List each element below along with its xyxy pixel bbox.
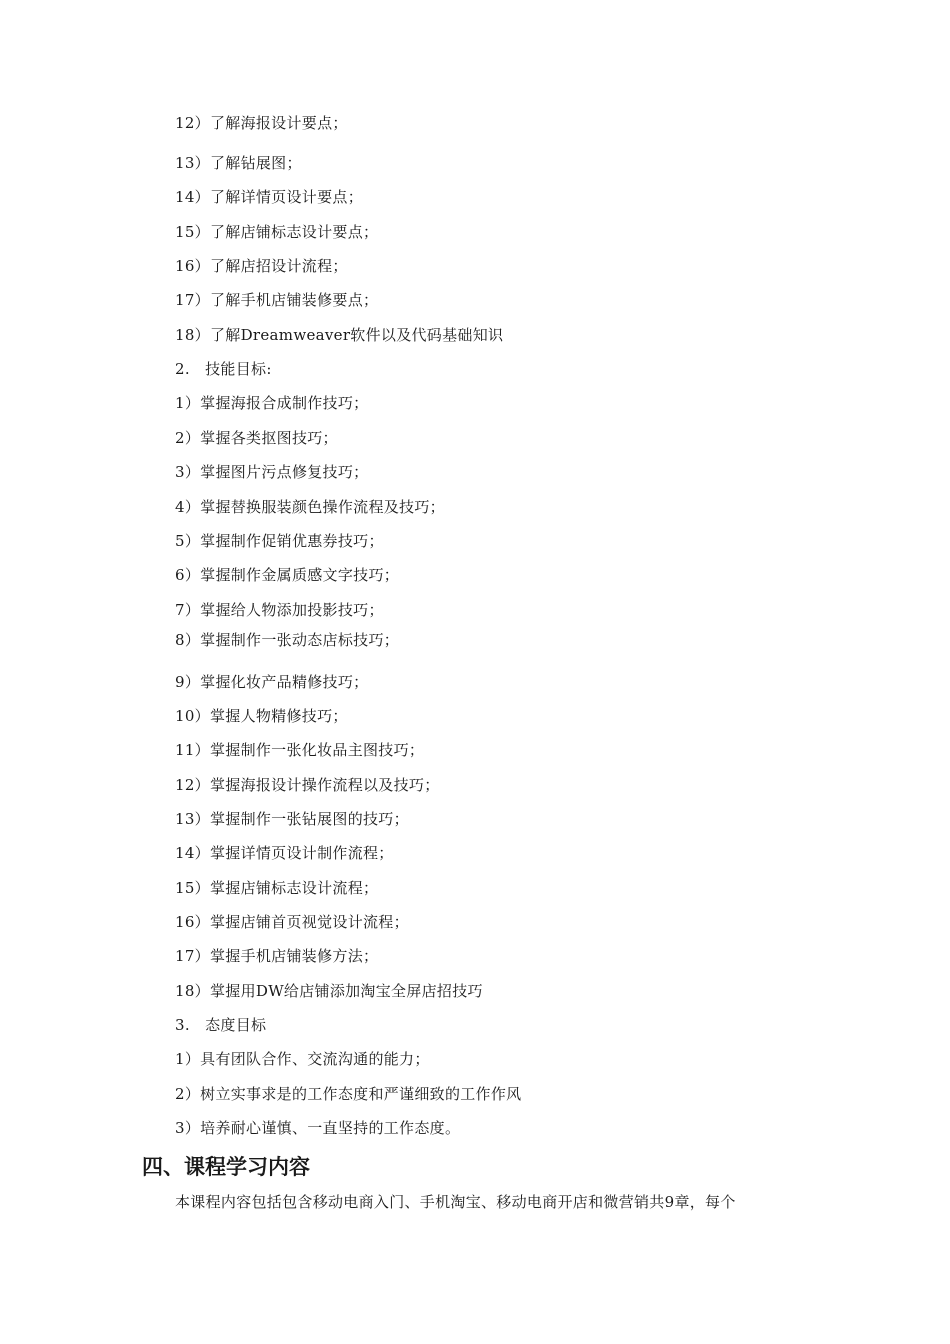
skill-item: 13）掌握制作一张钻展图的技巧； <box>175 810 409 828</box>
skill-item: 8）掌握制作一张动态店标技巧； <box>175 631 400 649</box>
skill-item: 5）掌握制作促销优惠券技巧； <box>175 532 384 550</box>
skill-item: 2）掌握各类抠图技巧； <box>175 429 338 447</box>
section-heading: 四、课程学习内容 <box>142 1155 310 1179</box>
section-paragraph: 本课程内容包括包含移动电商入门、手机淘宝、移动电商开店和微营销共9章，每个 <box>175 1193 736 1211</box>
attitude-heading: 3. 态度目标 <box>175 1016 267 1034</box>
knowledge-item: 15）了解店铺标志设计要点； <box>175 223 379 241</box>
skill-item: 14）掌握详情页设计制作流程； <box>175 844 394 862</box>
skill-item: 6）掌握制作金属质感文字技巧； <box>175 566 400 584</box>
skill-item: 12）掌握海报设计操作流程以及技巧； <box>175 776 440 794</box>
knowledge-item: 16）了解店招设计流程； <box>175 257 348 275</box>
skill-item: 3）掌握图片污点修复技巧； <box>175 463 369 481</box>
attitude-item: 3）培养耐心谨慎、一直坚持的工作态度。 <box>175 1119 461 1137</box>
skill-item: 16）掌握店铺首页视觉设计流程； <box>175 913 409 931</box>
skill-item: 10）掌握人物精修技巧； <box>175 707 348 725</box>
skill-item: 15）掌握店铺标志设计流程； <box>175 879 379 897</box>
skill-item: 4）掌握替换服装颜色操作流程及技巧； <box>175 498 445 516</box>
skill-item: 1）掌握海报合成制作技巧； <box>175 394 369 412</box>
skill-item: 17）掌握手机店铺装修方法； <box>175 947 379 965</box>
attitude-item: 2）树立实事求是的工作态度和严谨细致的工作作风 <box>175 1085 522 1103</box>
attitude-item: 1）具有团队合作、交流沟通的能力； <box>175 1050 430 1068</box>
skills-heading: 2. 技能目标: <box>175 360 272 378</box>
knowledge-item: 12）了解海报设计要点； <box>175 114 348 132</box>
knowledge-item: 17）了解手机店铺装修要点； <box>175 291 379 309</box>
skill-item: 7）掌握给人物添加投影技巧； <box>175 601 384 619</box>
skill-item: 11）掌握制作一张化妆品主图技巧； <box>175 741 425 759</box>
knowledge-item: 13）了解钻展图； <box>175 154 302 172</box>
skill-item: 18）掌握用DW给店铺添加淘宝全屏店招技巧 <box>175 982 483 1000</box>
knowledge-item: 14）了解详情页设计要点； <box>175 188 363 206</box>
knowledge-item: 18）了解Dreamweaver软件以及代码基础知识 <box>175 326 504 344</box>
skill-item: 9）掌握化妆产品精修技巧； <box>175 673 369 691</box>
